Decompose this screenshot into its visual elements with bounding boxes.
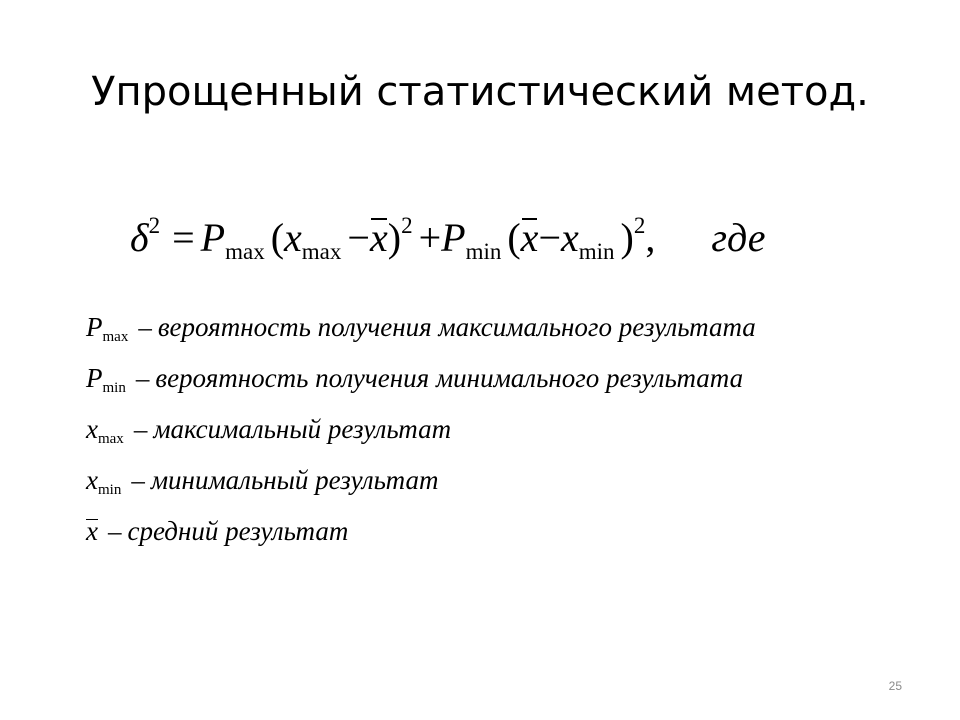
definition-dash: –	[107, 516, 122, 546]
definition-symbol-x-bar: x	[86, 511, 98, 551]
definition-symbol	[86, 363, 126, 396]
definition-p-max	[86, 307, 926, 358]
definition-dash: –	[133, 414, 148, 444]
definition-dash: –	[131, 465, 145, 495]
definition-text: вероятность получения максимального результата	[157, 312, 756, 342]
variance-formula	[130, 208, 890, 268]
definition-dash: –	[138, 312, 152, 342]
formula-rparen-1: )	[387, 215, 402, 260]
definition-text: средний результат	[127, 516, 349, 546]
formula-x-min-sub: min	[578, 239, 615, 264]
formula-x-max: x	[284, 215, 302, 260]
formula-x-max-sub: max	[301, 239, 342, 264]
symbol-subscript: max	[97, 431, 124, 447]
definition-x-min	[86, 460, 926, 511]
formula-p-max: P	[200, 215, 226, 260]
definition-symbol	[86, 465, 122, 498]
definition-symbol	[86, 312, 129, 345]
definition-p-min	[86, 358, 926, 409]
formula-where: где	[711, 215, 766, 260]
formula-x-bar-2: x	[521, 208, 539, 268]
formula-exponent-1: 2	[401, 213, 413, 238]
definition-symbol	[86, 414, 124, 447]
definition-x-max	[86, 409, 926, 460]
formula-equals: =	[172, 215, 195, 260]
symbol-letter: P	[86, 312, 103, 342]
formula-minus-1: −	[347, 215, 370, 260]
symbol-letter: x	[86, 414, 98, 444]
slide-number: 25	[888, 679, 902, 693]
definition-text: минимальный результат	[150, 465, 439, 495]
formula-p-min: P	[441, 215, 466, 260]
definition-text: максимальный результат	[153, 414, 452, 444]
formula-rparen-2: )	[620, 215, 634, 260]
definitions-list	[86, 307, 926, 562]
symbol-subscript: min	[97, 482, 122, 498]
symbol-subscript: min	[102, 380, 126, 396]
definition-x-mean	[86, 511, 926, 562]
definition-dash: –	[135, 363, 150, 393]
formula-comma: ,	[645, 215, 656, 260]
slide-title: Упрощенный статистический метод.	[91, 69, 869, 115]
formula-p-min-sub: min	[465, 239, 502, 264]
formula-plus: +	[418, 215, 442, 260]
formula-delta: δ	[130, 215, 149, 260]
formula-x-min: x	[561, 215, 579, 260]
symbol-subscript: max	[102, 329, 129, 345]
formula-minus-2: −	[538, 215, 561, 260]
formula-p-max-sub: max	[225, 239, 265, 264]
formula-lparen-2: (	[507, 215, 521, 260]
formula-lparen-1: (	[270, 215, 285, 260]
symbol-letter: x	[86, 465, 98, 495]
symbol-letter: P	[86, 363, 103, 393]
formula-exponent-2: 2	[633, 213, 646, 238]
formula-x-bar-1: x	[370, 208, 388, 268]
definition-text: вероятность получения минимального результата	[155, 363, 744, 393]
formula-delta-exponent: 2	[148, 213, 161, 238]
